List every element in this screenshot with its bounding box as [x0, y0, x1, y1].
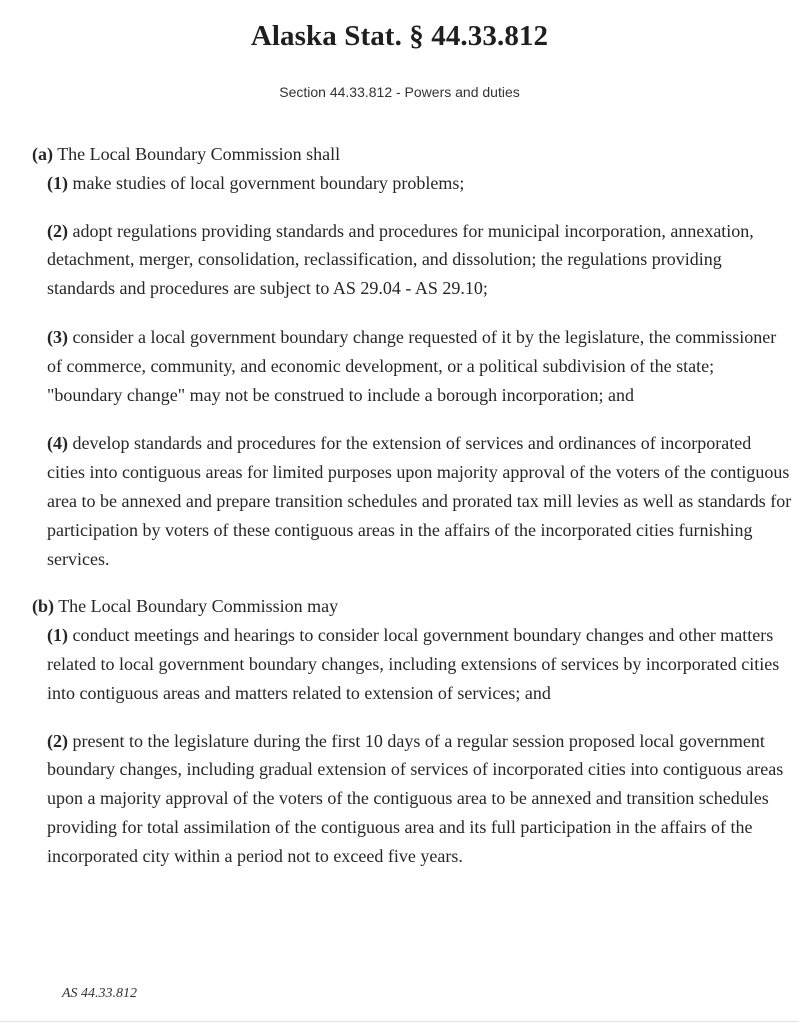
subsection-a-intro: The Local Boundary Commission shall — [57, 144, 341, 164]
paragraph-text: present to the legislature during the first 10 days of a regular session proposed local government boundary changes, including gradual extension of services of incorporated cities into contiguous areas upon a majority approval of the voters of the contiguous area to be annexed and transition schedules providing for total assimilation of the contiguous area and its full participation in the affairs of the incorporated city within a period not to exceed five years. — [47, 730, 784, 866]
paragraph-text: conduct meetings and hearings to consider local government boundary changes and other matters related to local government boundary changes, including extensions of services by incorporated cities into contiguous areas and matters related to extension of services; and — [47, 625, 780, 703]
paragraph-text: adopt regulations providing standards and procedures for municipal incorporation, annexation, detachment, merger, consolidation, reclassification, and dissolution; the regulations providing standards and procedures are subject to AS 29.04 - AS 29.10; — [47, 220, 754, 299]
subsection-b-label: (b) — [32, 596, 54, 617]
subsection-a-paragraph-3 — [47, 323, 792, 409]
statute-citation: AS 44.33.812 — [62, 986, 138, 1001]
statute-body — [32, 140, 792, 891]
paragraph-label: (2) — [47, 730, 68, 751]
paragraph-label: (3) — [47, 326, 68, 347]
subsection-a-paragraph-2 — [47, 217, 792, 303]
paragraph-text: consider a local government boundary change requested of it by the legislature, the commissioner of commerce, community, and economic development, or a political subdivision of the state; "boundary change" may not be construed to include a borough incorporation; and — [47, 326, 777, 405]
paragraph-label: (4) — [47, 433, 68, 454]
page-title: Alaska Stat. § 44.33.812 — [250, 20, 549, 52]
subsection-b-paragraph-2 — [47, 727, 792, 871]
subsection-b-paragraph-1 — [47, 621, 792, 707]
subsection-a-paragraph-4 — [47, 429, 792, 573]
page-bottom-divider — [0, 1021, 799, 1022]
paragraph-label: (1) — [47, 172, 68, 193]
subsection-b-heading — [32, 592, 792, 621]
paragraph-text: make studies of local government boundary problems; — [72, 172, 465, 193]
subsection-b-intro: The Local Boundary Commission may — [58, 596, 339, 617]
subsection-a-label: (a) — [32, 144, 53, 164]
paragraph-label: (2) — [47, 220, 68, 241]
section-subtitle: Section 44.33.812 - Powers and duties — [279, 84, 520, 100]
paragraph-text: develop standards and procedures for the extension of services and ordinances of incorporated cities into contiguous areas for limited purposes upon majority approval of the voters of the contiguous area to be annexed and prepare transition schedules and prorated tax mill levies as well as standards for participation by voters of these contiguous areas in the affairs of the incorporated cities furnishing services. — [47, 433, 792, 569]
paragraph-label: (1) — [47, 625, 68, 646]
subsection-a-heading — [32, 140, 792, 169]
subsection-a-paragraph-1 — [47, 169, 792, 198]
